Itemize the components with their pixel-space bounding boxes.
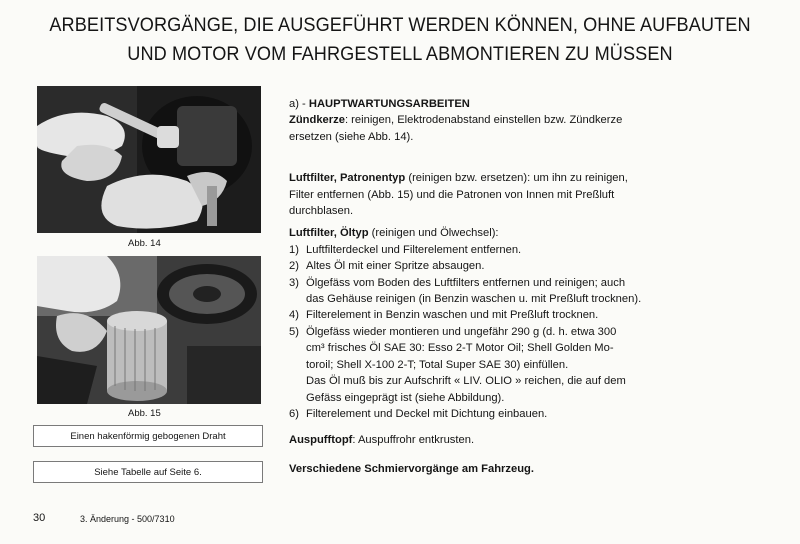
luftfilter-oel-label: Luftfilter, Öltyp bbox=[289, 227, 369, 240]
figure-14-photo bbox=[37, 86, 261, 233]
step-text: Ölgefäss vom Boden des Luftfilters entfernen und reinigen; auch bbox=[306, 276, 626, 289]
zuendkerze-text-1: : reinigen, Elektrodenabstand einstellen bzw. Zündkerze bbox=[344, 114, 623, 127]
step-text: Filterelement in Benzin waschen und mit Preßluft trocknen. bbox=[306, 309, 599, 322]
step-text: Ölgefäss wieder montieren und ungefähr 290 g (d. h. etwa 300 bbox=[306, 325, 617, 338]
list-item-continuation bbox=[289, 340, 717, 356]
step-text: Luftfilterdeckel und Filterelement entfernen. bbox=[306, 243, 522, 256]
luftfilter-patrone-paragraph bbox=[289, 170, 717, 186]
section-prefix: a) - bbox=[289, 98, 306, 110]
zuendkerze-text-2: ersetzen (siehe Abb. 14). bbox=[289, 130, 414, 143]
edition-note: 3. Änderung - 500/7310 bbox=[80, 514, 175, 524]
step-text: das Gehäuse reinigen (in Benzin waschen u. mit Preßluft trocknen). bbox=[306, 293, 642, 306]
list-item-continuation bbox=[289, 390, 717, 406]
figure-15-photo bbox=[37, 256, 261, 404]
list-item-continuation bbox=[289, 357, 717, 373]
spark-plug-illustration bbox=[37, 86, 261, 233]
note-box-wire: Einen hakenförmig gebogenen Draht bbox=[33, 425, 263, 447]
step-text: toroil; Shell X-100 2-T; Total Super SAE 30) einfüllen. bbox=[306, 358, 569, 371]
step-text: Gefäss eingeprägt ist (siehe Abbildung). bbox=[306, 391, 505, 404]
step-number: 1) bbox=[289, 243, 299, 256]
step-text: Filterelement und Deckel mit Dichtung einbauen. bbox=[306, 407, 548, 420]
page-number: 30 bbox=[33, 512, 46, 524]
step-number: 6) bbox=[289, 407, 299, 420]
list-item bbox=[289, 258, 717, 274]
list-item bbox=[289, 242, 717, 258]
list-item-continuation bbox=[289, 373, 717, 389]
section-heading-text: HAUPTWARTUNGSARBEITEN bbox=[308, 98, 470, 110]
auspufftopf-paragraph bbox=[289, 432, 717, 448]
luftfilter-oel-heading bbox=[289, 225, 717, 241]
list-item bbox=[289, 275, 717, 291]
zuendkerze-label: Zündkerze bbox=[289, 114, 345, 127]
list-item bbox=[289, 324, 717, 340]
section-heading bbox=[289, 96, 717, 112]
step-number: 4) bbox=[289, 309, 299, 322]
schmier-heading: Verschiedene Schmiervorgänge am Fahrzeug. bbox=[289, 462, 534, 475]
list-item-continuation bbox=[289, 291, 717, 307]
step-text: Das Öl muß bis zur Aufschrift « LIV. OLIO » reichen, die auf dem bbox=[306, 375, 626, 388]
air-filter-illustration bbox=[37, 256, 261, 404]
luftfilter-patrone-label: Luftfilter, Patronentyp bbox=[289, 172, 406, 185]
oel-steps-list bbox=[289, 242, 717, 422]
list-item bbox=[289, 406, 717, 422]
list-item bbox=[289, 307, 717, 323]
step-text: Altes Öl mit einer Spritze absaugen. bbox=[306, 260, 485, 273]
note-box-table: Siehe Tabelle auf Seite 6. bbox=[33, 461, 263, 483]
auspufftopf-label: Auspufftopf bbox=[289, 434, 353, 447]
step-number: 5) bbox=[289, 325, 299, 338]
zuendkerze-paragraph bbox=[289, 112, 717, 128]
page-title-line-1: ARBEITSVORGÄNGE, DIE AUSGEFÜHRT WERDEN KÖNNEN, OHNE AUFBAUTEN bbox=[49, 14, 751, 36]
figure-15-caption: Abb. 15 bbox=[128, 408, 161, 419]
luftfilter-patrone-text-3: durchblasen. bbox=[289, 205, 354, 218]
page-title-line-2: UND MOTOR VOM FAHRGESTELL ABMONTIEREN ZU MÜSSEN bbox=[127, 43, 673, 65]
step-text: cm³ frisches Öl SAE 30: Esso 2-T Motor Oil; Shell Golden Mo- bbox=[306, 342, 614, 355]
figure-14-caption: Abb. 14 bbox=[128, 238, 161, 249]
luftfilter-oel-text: (reinigen und Ölwechsel): bbox=[368, 227, 499, 240]
step-number: 3) bbox=[289, 276, 299, 289]
luftfilter-patrone-text-1: (reinigen bzw. ersetzen): um ihn zu reinigen, bbox=[405, 172, 628, 185]
luftfilter-patrone-text-2: Filter entfernen (Abb. 15) und die Patronen von Innen mit Preßluft bbox=[289, 188, 615, 201]
spacer bbox=[289, 145, 717, 161]
step-number: 2) bbox=[289, 260, 299, 273]
auspufftopf-text: : Auspuffrohr entkrusten. bbox=[352, 434, 475, 447]
maintenance-text bbox=[289, 96, 717, 477]
